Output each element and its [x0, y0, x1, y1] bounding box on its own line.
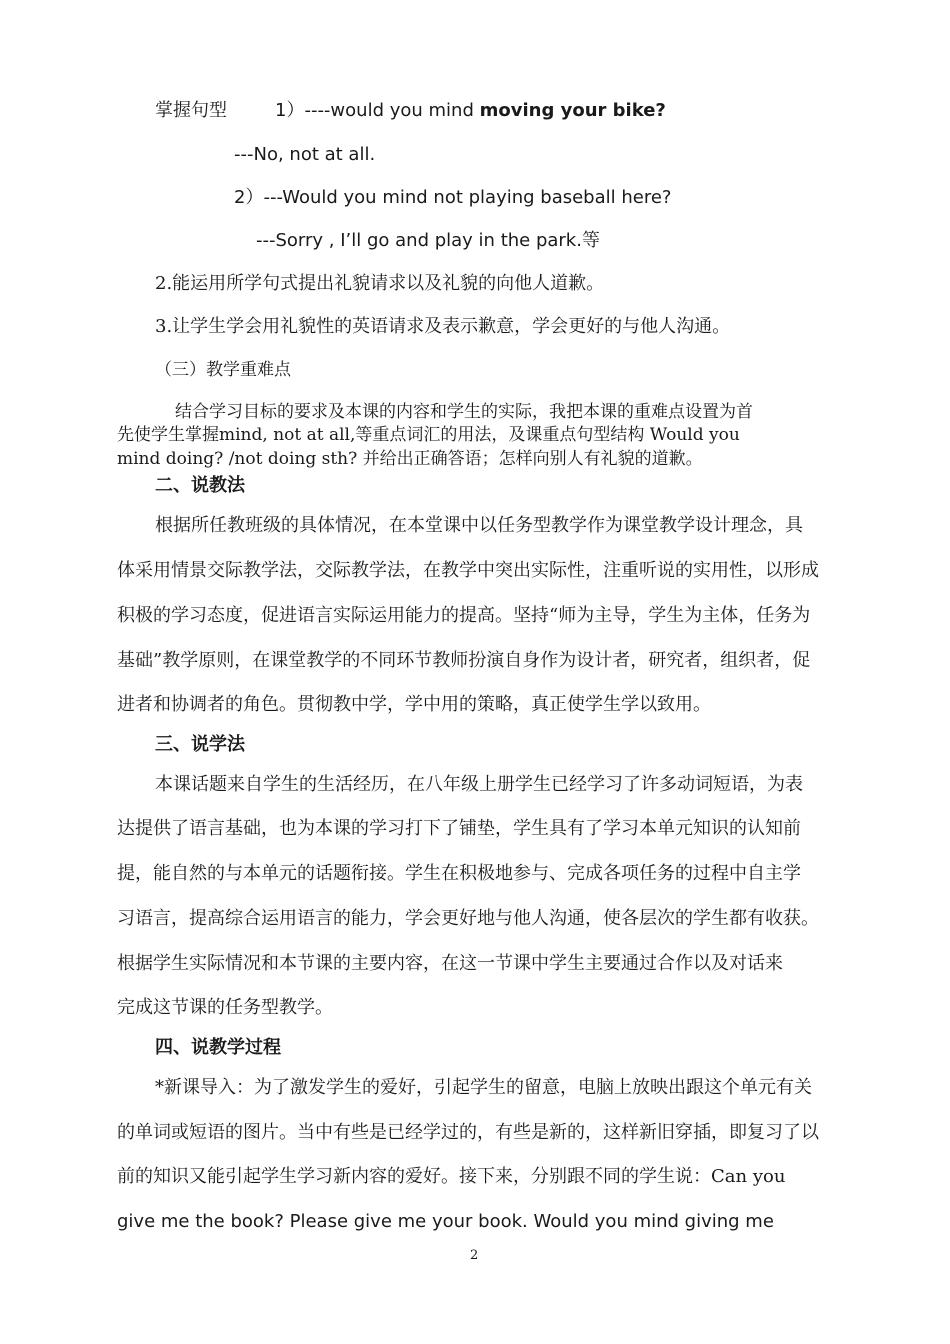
learning-method-line: 本课话题来自学生的生活经历，在八年级上册学生已经学习了许多动词短语，为表: [155, 774, 803, 795]
goal-3: 3.让学生学会用礼貌性的英语请求及表示歉意，学会更好的与他人沟通。: [155, 316, 731, 337]
goal-2: 2.能运用所学句式提出礼貌请求以及礼貌的向他人道歉。: [155, 273, 605, 294]
teaching-method-line: 进者和协调者的角色。贯彻教中学，学中用的策略，真正使学生学以致用。: [117, 694, 711, 715]
example-1-prefix: 1）----would you mind: [275, 100, 480, 121]
heading-teaching-method: 二、说教法: [155, 475, 245, 496]
difficulty-line: 结合学习目标的要求及本课的内容和学生的实际，我把本课的重难点设置为首: [175, 402, 753, 422]
heading-teaching-process: 四、说教学过程: [155, 1037, 281, 1058]
difficulty-line: 先使学生掌握mind, not at all,等重点词汇的用法，及课重点句型结构 Would you: [117, 425, 740, 445]
learning-method-line: 完成这节课的任务型教学。: [117, 997, 333, 1018]
example-1-bold: moving your bike?: [479, 100, 666, 121]
learning-method-line: 提，能自然的与本单元的话题衔接。学生在积极地参与、完成各项任务的过程中自主学: [117, 863, 801, 884]
example-1-reply: ---No, not at all.: [234, 144, 376, 165]
process-line: 前的知识又能引起学生学习新内容的爱好。接下来，分别跟不同的学生说：Can you: [117, 1166, 786, 1187]
teaching-method-line: 体采用情景交际教学法，交际教学法，在教学中突出实际性，注重听说的实用性，以形成: [117, 560, 819, 581]
example-2-reply: ---Sorry , I’ll go and play in the park.等: [256, 230, 600, 251]
page-number: 2: [470, 1248, 479, 1263]
teaching-method-line: 积极的学习态度，促进语言实际运用能力的提高。坚持“师为主导，学生为主体，任务为: [117, 605, 811, 626]
example-2: 2）---Would you mind not playing baseball here?: [234, 187, 672, 208]
learning-method-line: 根据学生实际情况和本节课的主要内容，在这一节课中学生主要通过合作以及对话来: [117, 953, 783, 974]
process-line: give me the book? Please give me your book. Would you mind giving me: [117, 1211, 774, 1232]
process-line: *新课导入：为了激发学生的爱好，引起学生的留意，电脑上放映出跟这个单元有关: [155, 1077, 812, 1098]
teaching-method-line: 基础”教学原则，在课堂教学的不同环节教师扮演自身作为设计者，研究者，组织者，促: [117, 650, 811, 671]
teaching-method-line: 根据所任教班级的具体情况，在本堂课中以任务型教学作为课堂教学设计理念，具: [155, 515, 803, 536]
process-line: 的单词或短语的图片。当中有些是已经学过的，有些是新的，这样新旧穿插，即复习了以: [117, 1122, 819, 1143]
learning-method-line: 达提供了语言基础，也为本课的学习打下了铺垫，学生具有了学习本单元知识的认知前: [117, 818, 801, 839]
difficulty-line: mind doing? /not doing sth? 并给出正确答语；怎样向别人有礼貌的道歉。: [117, 449, 703, 469]
example-1: [275, 99, 666, 123]
heading-learning-method: 三、说学法: [155, 734, 245, 755]
sentence-patterns-label: 掌握句型: [155, 100, 227, 121]
learning-method-line: 习语言，提高综合运用语言的能力，学会更好地与他人沟通，使各层次的学生都有收获。: [117, 908, 819, 929]
section-heading-difficulties: （三）教学重难点: [155, 360, 291, 380]
